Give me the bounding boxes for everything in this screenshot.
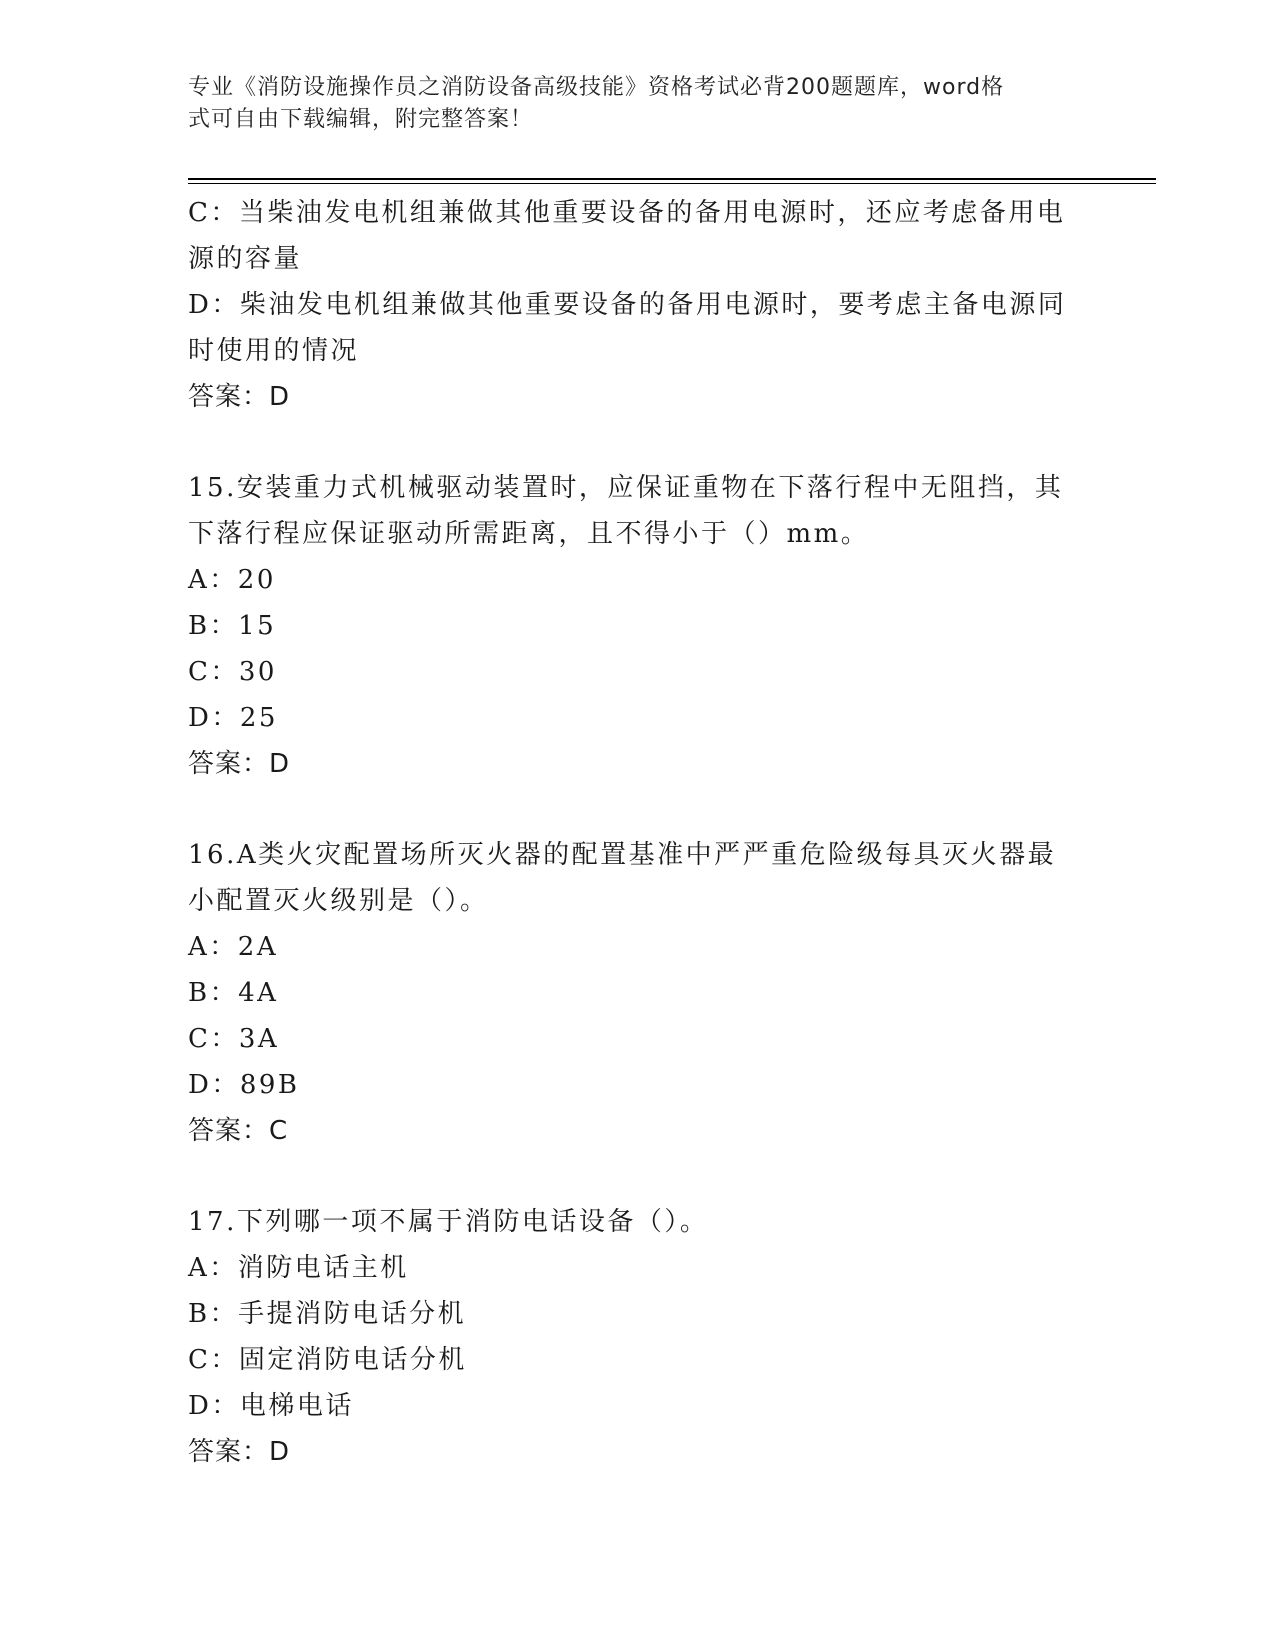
question-15 bbox=[188, 465, 1088, 787]
option-c-line-1: C：当柴油发电机组兼做其他重要设备的备用电源时，还应考虑备用电 bbox=[188, 198, 1066, 228]
document-body bbox=[188, 190, 1088, 1475]
answer: 答案：C bbox=[188, 1116, 289, 1146]
option-d: D：89B bbox=[188, 1070, 300, 1100]
option-b: B：手提消防电话分机 bbox=[188, 1299, 467, 1329]
option-d-line-2: 时使用的情况 bbox=[188, 336, 360, 366]
option-b: B：15 bbox=[188, 611, 277, 641]
option-a: A：2A bbox=[188, 932, 279, 962]
question-stem-line-2: 小配置灭火级别是（）。 bbox=[188, 886, 489, 916]
answer: 答案：D bbox=[188, 1437, 291, 1467]
option-d-line-1: D：柴油发电机组兼做其他重要设备的备用电源时，要考虑主备电源同 bbox=[188, 290, 1067, 320]
question-stem-line-1: 17.下列哪一项不属于消防电话设备（）。 bbox=[188, 1207, 709, 1237]
question-16 bbox=[188, 832, 1088, 1154]
option-c: C：3A bbox=[188, 1024, 280, 1054]
option-a: A：20 bbox=[188, 565, 276, 595]
option-d: D：25 bbox=[188, 703, 278, 733]
option-a: A：消防电话主机 bbox=[188, 1253, 409, 1283]
option-d: D：电梯电话 bbox=[188, 1391, 354, 1421]
question-stem-line-2: 下落行程应保证驱动所需距离，且不得小于（）mm。 bbox=[188, 519, 870, 549]
answer: 答案：D bbox=[188, 749, 291, 779]
answer: 答案：D bbox=[188, 382, 291, 412]
header-line-1: 专业《消防设施操作员之消防设备高级技能》资格考试必背200题题库，word格 bbox=[188, 75, 1005, 100]
question-stem-line-1: 15.安装重力式机械驱动装置时，应保证重物在下落行程中无阻挡，其 bbox=[188, 473, 1064, 503]
question-14-fragment bbox=[188, 190, 1088, 420]
option-c: C：固定消防电话分机 bbox=[188, 1345, 467, 1375]
document-header bbox=[188, 72, 1078, 136]
option-c-line-2: 源的容量 bbox=[188, 244, 303, 274]
question-stem-line-1: 16.A类火灾配置场所灭火器的配置基准中严严重危险级每具灭火器最 bbox=[188, 840, 1057, 870]
header-rule-thin bbox=[188, 183, 1156, 184]
header-line-2: 式可自由下载编辑，附完整答案！ bbox=[188, 107, 534, 132]
option-c: C：30 bbox=[188, 657, 277, 687]
header-rule-thick bbox=[188, 178, 1156, 180]
option-b: B：4A bbox=[188, 978, 279, 1008]
question-17 bbox=[188, 1199, 1088, 1475]
